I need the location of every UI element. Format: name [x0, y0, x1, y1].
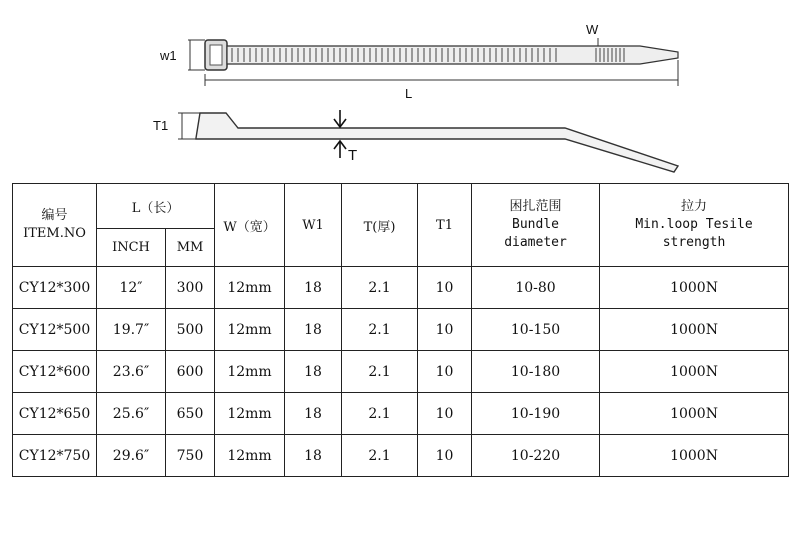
cell-tensile: 1000N — [600, 267, 789, 309]
cell-t1: 10 — [418, 267, 472, 309]
cable-tie-side-view — [178, 110, 678, 172]
cell-w1: 18 — [285, 351, 342, 393]
cell-inch: 12″ — [97, 267, 166, 309]
cell-tensile: 1000N — [600, 435, 789, 477]
table-row — [13, 435, 789, 477]
table-row — [13, 393, 789, 435]
table-row — [13, 267, 789, 309]
header-width: W（宽） — [215, 184, 285, 267]
cell-w1: 18 — [285, 267, 342, 309]
cell-t: 2.1 — [342, 309, 418, 351]
header-tensile-cn: 拉力 — [681, 199, 708, 214]
label-l: L — [405, 86, 413, 101]
header-item — [13, 184, 97, 267]
header-inch: INCH — [97, 229, 166, 267]
header-bundle-en-1: Bundle — [512, 217, 559, 232]
cell-mm: 500 — [166, 309, 215, 351]
cell-tensile: 1000N — [600, 309, 789, 351]
header-length: L（长） — [97, 184, 215, 229]
cell-mm: 600 — [166, 351, 215, 393]
cell-mm: 750 — [166, 435, 215, 477]
cell-t1: 10 — [418, 309, 472, 351]
cell-bundle: 10-220 — [472, 435, 600, 477]
header-item-cn: 编号 — [41, 208, 68, 223]
cell-w1: 18 — [285, 309, 342, 351]
cable-tie-top-view — [188, 38, 678, 86]
header-tensile — [600, 184, 789, 267]
cell-bundle: 10-190 — [472, 393, 600, 435]
cell-bundle: 10-80 — [472, 267, 600, 309]
cell-mm: 300 — [166, 267, 215, 309]
cell-w1: 18 — [285, 393, 342, 435]
cell-t1: 10 — [418, 351, 472, 393]
cell-bundle: 10-150 — [472, 309, 600, 351]
cell-w: 12mm — [215, 309, 285, 351]
header-t1: T1 — [418, 184, 472, 267]
header-tensile-en-2: strength — [662, 235, 726, 250]
cell-tensile: 1000N — [600, 393, 789, 435]
cell-t: 2.1 — [342, 351, 418, 393]
spec-table — [12, 183, 789, 477]
cell-t1: 10 — [418, 393, 472, 435]
header-mm: MM — [166, 229, 215, 267]
cell-item: CY12*650 — [13, 393, 97, 435]
header-item-en: ITEM.NO — [23, 226, 86, 241]
cell-inch: 19.7″ — [97, 309, 166, 351]
cell-w: 12mm — [215, 393, 285, 435]
header-bundle — [472, 184, 600, 267]
cell-mm: 650 — [166, 393, 215, 435]
label-t: T — [348, 147, 358, 164]
cable-tie-diagram — [0, 0, 800, 183]
cell-inch: 29.6″ — [97, 435, 166, 477]
cell-w: 12mm — [215, 267, 285, 309]
header-bundle-en-2: diameter — [504, 235, 567, 250]
cell-t: 2.1 — [342, 435, 418, 477]
header-w1: W1 — [285, 184, 342, 267]
header-bundle-cn: 困扎范围 — [509, 199, 562, 214]
cell-item: CY12*300 — [13, 267, 97, 309]
cell-item: CY12*500 — [13, 309, 97, 351]
spec-table-body — [13, 267, 789, 477]
table-row — [13, 309, 789, 351]
cell-t1: 10 — [418, 435, 472, 477]
cell-item: CY12*750 — [13, 435, 97, 477]
cell-tensile: 1000N — [600, 351, 789, 393]
cell-inch: 23.6″ — [97, 351, 166, 393]
table-row — [13, 351, 789, 393]
label-w: W — [586, 22, 599, 37]
cell-t: 2.1 — [342, 393, 418, 435]
label-w1: w1 — [160, 48, 177, 63]
cell-w1: 18 — [285, 435, 342, 477]
cell-item: CY12*600 — [13, 351, 97, 393]
cell-bundle: 10-180 — [472, 351, 600, 393]
cell-w: 12mm — [215, 435, 285, 477]
cell-t: 2.1 — [342, 267, 418, 309]
cell-inch: 25.6″ — [97, 393, 166, 435]
label-t1: T1 — [153, 118, 169, 133]
header-tensile-en-1: Min.loop Tesile — [635, 217, 753, 232]
header-thickness: T(厚) — [342, 184, 418, 267]
cell-w: 12mm — [215, 351, 285, 393]
